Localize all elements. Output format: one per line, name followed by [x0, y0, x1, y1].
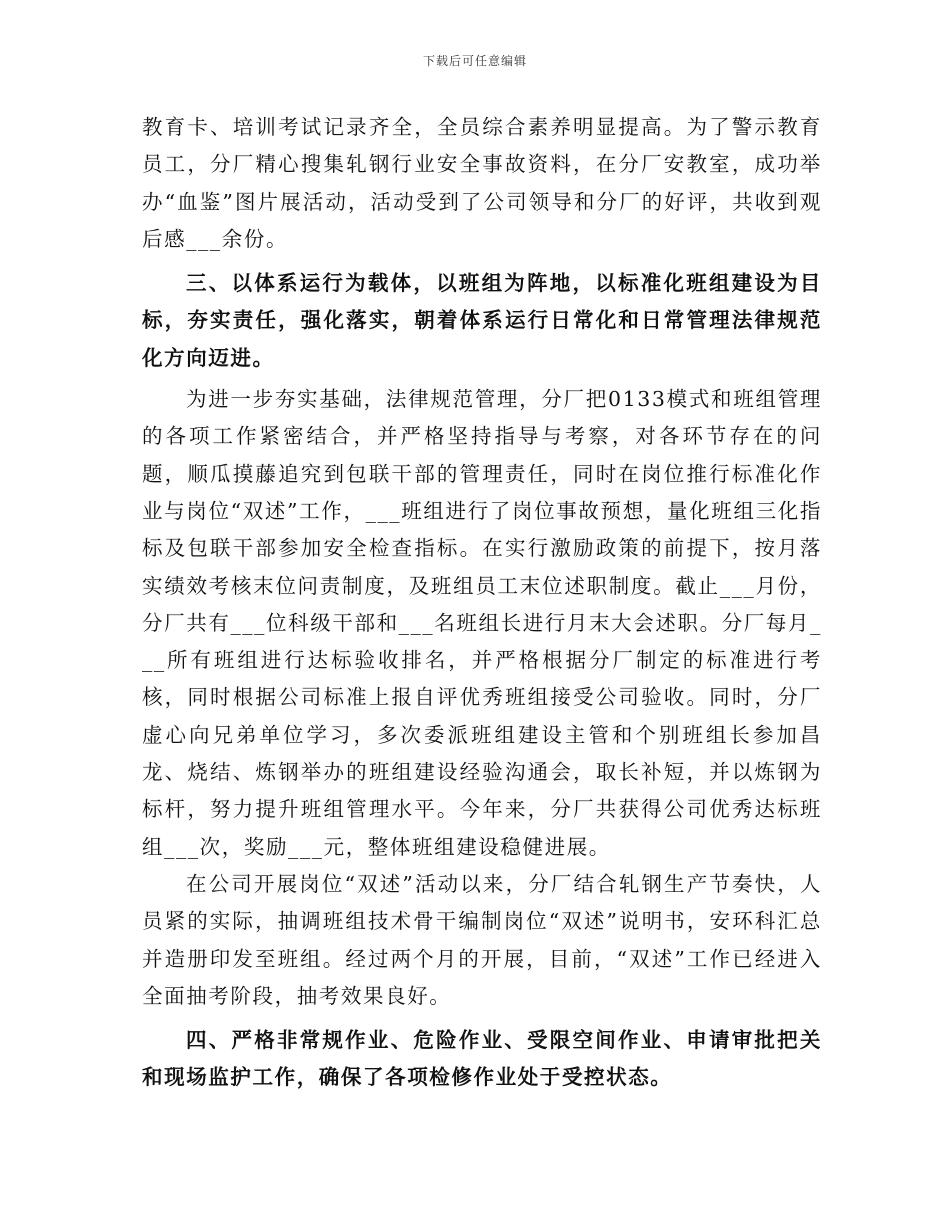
body-paragraph: 在公司开展岗位“双述”活动以来，分厂结合轧钢生产节奏快，人员紧的实际，抽调班组技术骨干编制岗位“双述”说明书，安环科汇总并造册印发至班组。经过两个月的开展，目前，“双述”工作已经进入全面抽考阶段，抽考效果良好。: [142, 871, 822, 1008]
body-paragraph: 教育卡、培训考试记录齐全，全员综合素养明显提高。为了警示教育员工，分厂精心搜集轧钢行业安全事故资料，在分厂安教室，成功举办“血鉴”图片展活动，活动受到了公司领导和分厂的好评，共收到观后感___余份。: [142, 115, 822, 251]
page-header: 下载后可任意编辑: [422, 54, 527, 68]
section-heading-three: 三、以体系运行为载体，以班组为阵地，以标准化班组建设为目标，夯实责任，强化落实，朝着体系运行日常化和日常管理法律规范化方向迈进。: [142, 271, 822, 370]
document-body: [142, 109, 822, 1101]
body-paragraph: 为进一步夯实基础，法律规范管理，分厂把0133模式和班组管理的各项工作紧密结合，并严格坚持指导与考察，对各环节存在的问题，顺瓜摸藤追究到包联干部的管理责任，同时在岗位推行标准化作业与岗位“双述”工作，___班组进行了岗位事故预想，量化班组三化指标及包联干部参加安全检查指标。在实行激励政策的前提下，按月落实绩效考核末位问责制度，及班组员工末位述职制度。截止___月份，分厂共有___位科级干部和___名班组长进行月末大会述职。分厂每月___所有班组进行达标验收排名，并严格根据分厂制定的标准进行考核，同时根据公司标准上报自评优秀班组接受公司验收。同时，分厂虚心向兄弟单位学习，多次委派班组建设主管和个别班组长参加昌龙、烧结、炼钢举办的班组建设经验沟通会，取长补短，并以炼钢为标杆，努力提升班组管理水平。今年来，分厂共获得公司优秀达标班组___次，奖励___元，整体班组建设稳健进展。: [142, 387, 822, 859]
section-heading-four: 四、严格非常规作业、危险作业、受限空间作业、申请审批把关和现场监护工作，确保了各项检修作业处于受控状态。: [142, 1028, 822, 1090]
